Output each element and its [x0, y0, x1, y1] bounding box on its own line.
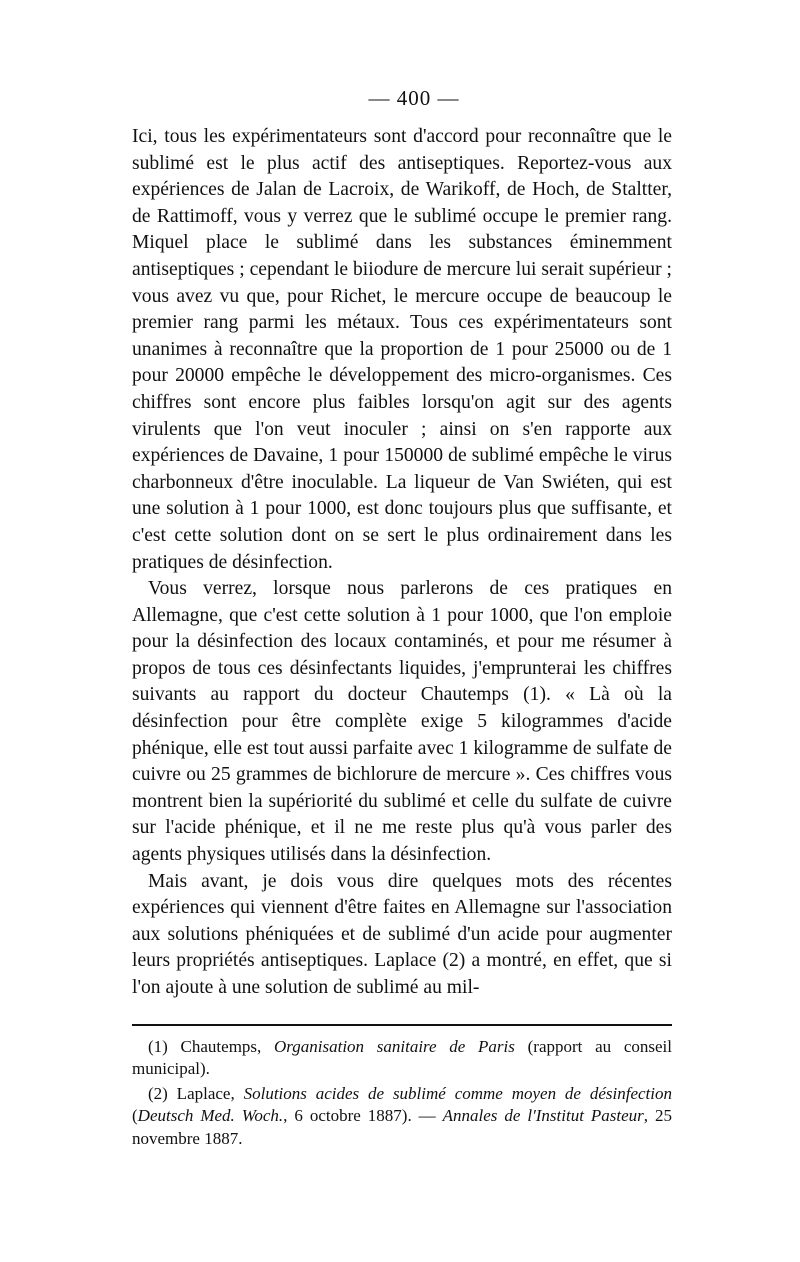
footnote-1-lead: (1) Chautemps,: [148, 1036, 274, 1056]
paragraph-1: Ici, tous les expérimentateurs sont d'accord pour reconnaître que le sublimé est le plus actif des antiseptiques. Reportez-vous aux expériences de Jalan de Lacroix, de Warikoff, de Hoch, de Staltter, de Rattimoff, vous y verrez que le sublimé occupe le premier rang. Miquel place le sublimé dans les substances éminemment antiseptiques ; cependant le biiodure de mercure lui serait supérieur ; vous avez vu que, pour Richet, le mercure occupe de beaucoup le premier rang parmi les métaux. Tous ces expérimentateurs sont unanimes à reconnaître que la proportion de 1 pour 25000 ou de 1 pour 20000 empêche le développement des micro-organismes. Ces chiffres sont encore plus faibles lorsqu'on agit sur des agents virulents que l'on veut inoculer ; ainsi on s'en rapporte aux expériences de Davaine, 1 pour 150000 de sublimé empêche le virus charbonneux d'être inoculable. La liqueur de Van Swiéten, qui est une solution à 1 pour 1000, est donc toujours plus que suffisante, et c'est cette solution dont on se sert le plus ordinairement dans les pratiques de désinfection.: [132, 126, 672, 573]
footnote-1-rest: (rapport au conseil municipal).: [132, 1036, 673, 1078]
footnote-1-title: Organisation sanitaire de Paris: [274, 1036, 515, 1056]
body-text: [132, 124, 672, 1002]
footnote-divider: [132, 1024, 672, 1026]
footnote-2-title: Solutions acides de sublimé comme moyen de désinfection: [243, 1084, 672, 1104]
footnote-2: [132, 1083, 672, 1150]
footnote-2-mid: , 6 octobre 1887). —: [283, 1106, 443, 1126]
book-page: [132, 86, 672, 1150]
paragraph-2: Vous verrez, lorsque nous parlerons de ces pratiques en Allemagne, que c'est cette solution à 1 pour 1000, que l'on emploie pour la désinfection des locaux contaminés, et pour me résumer à propos de tous ces désinfectants liquides, j'emprunterai les chiffres suivants au rapport du docteur Chautemps (1). « Là où la désinfection pour être complète exige 5 kilogrammes d'acide phénique, elle est tout aussi parfaite avec 1 kilogramme de sulfate de cuivre ou 25 grammes de bichlorure de mercure ». Ces chiffres vous montrent bien la supériorité du sublimé et celle du sulfate de cuivre sur l'acide phénique, et il ne me reste plus qu'à vous parler des agents physiques utilisés dans la désinfection.: [132, 578, 672, 866]
page-number: — 400 —: [368, 86, 460, 110]
footnote-2-journal: Deutsch Med. Woch.: [137, 1106, 284, 1126]
paragraph-3: Mais avant, je dois vous dire quelques mots des récentes expériences qui viennent d'être faites en Allemagne sur l'association aux solutions phéniquées et de sublimé d'un acide pour augmenter leurs propriétés antiseptiques. Laplace (2) a montré, en effet, que si l'on ajoute à une solution de sublimé au mil-: [132, 870, 672, 998]
footnote-2-annales: Annales de l'Institut Pasteur: [442, 1106, 644, 1126]
footnote-1: [132, 1036, 672, 1081]
footnote-2-end: , 25 novembre 1887.: [132, 1106, 673, 1148]
footnote-2-lead: (2) Laplace,: [148, 1084, 244, 1104]
footnote-2-paren: (: [132, 1106, 138, 1126]
footnotes: [132, 1036, 672, 1150]
